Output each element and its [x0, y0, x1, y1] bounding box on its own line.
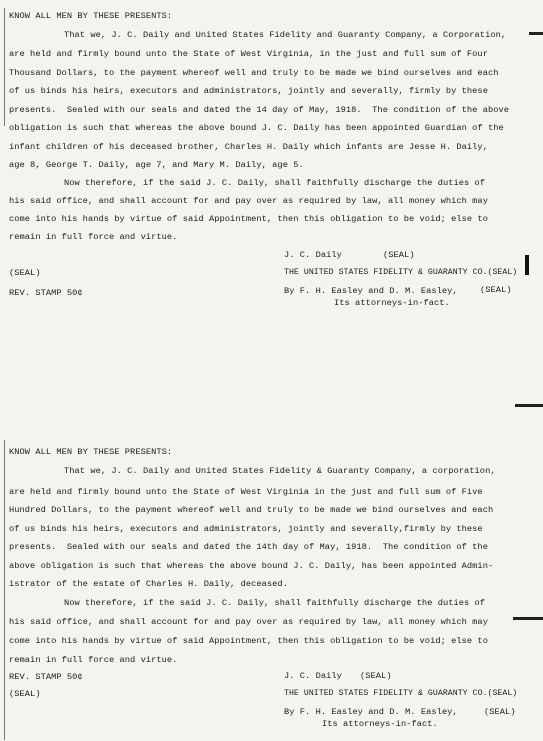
- bond-2-attorneys: By F. H. Easley and D. M. Easley,: [284, 707, 458, 717]
- bond-2-heading: KNOW ALL MEN BY THESE PRESENTS:: [9, 447, 173, 457]
- bond-1-line-3: Thousand Dollars, to the payment whereof well and truly to be made we bind ourselves and each: [9, 68, 499, 78]
- bond-1-line-12: remain in full force and virtue.: [9, 232, 178, 242]
- bond-1-heading: KNOW ALL MEN BY THESE PRESENTS:: [9, 11, 173, 21]
- margin-rule-top: [4, 8, 5, 126]
- bond-2-line-11: remain in full force and virtue.: [9, 655, 178, 665]
- bond-1-principal-signature: J. C. Daily: [284, 250, 342, 260]
- margin-rule-bottom: [4, 440, 5, 740]
- bond-2-left-seal: (SEAL): [9, 689, 41, 699]
- bond-2-principal-signature: J. C. Daily: [284, 671, 342, 681]
- bond-2-principal-seal: (SEAL): [360, 671, 392, 681]
- bond-2-line-9: his said office, and shall account for and pay over as required by law, all money which may: [9, 617, 488, 627]
- bond-2-line-2: are held and firmly bound unto the State of West Virginia in the just and full sum of Five: [9, 487, 483, 497]
- bond-2-attorneys-seal: (SEAL): [484, 707, 516, 717]
- bond-2-attorneys-role: Its attorneys-in-fact.: [322, 719, 438, 729]
- bond-1-attorneys: By F. H. Easley and D. M. Easley,: [284, 286, 458, 296]
- bond-2-line-3: Hundred Dollars, to the payment whereof well and truly to be made we bind ourselves and each: [9, 505, 494, 515]
- bond-2-line-7: istrator of the estate of Charles H. Daily, deceased.: [9, 579, 288, 589]
- edge-mark-1: [529, 32, 543, 35]
- bond-1-left-seal: (SEAL): [9, 268, 41, 278]
- bond-2-line-8: Now therefore, if the said J. C. Daily, shall faithfully discharge the duties of: [64, 598, 486, 608]
- bond-1-attorneys-role: Its attorneys-in-fact.: [334, 298, 450, 308]
- bond-1-surety-name: THE UNITED STATES FIDELITY & GUARANTY CO.(SEAL): [284, 268, 518, 277]
- edge-mark-bar: [525, 255, 529, 275]
- bond-1-line-11: come into his hands by virtue of said Appointment, then this obligation to be void; else to: [9, 214, 488, 224]
- bond-1-line-10: his said office, and shall account for and pay over as required by law, all money which may: [9, 196, 488, 206]
- bond-1-line-2: are held and firmly bound unto the State of West Virginia, in the just and full sum of Four: [9, 49, 488, 59]
- bond-2-line-4: of us binds his heirs, executors and administrators, jointly and severally,firmly by these: [9, 524, 483, 534]
- bond-1-line-7: infant children of his deceased brother, Charles H. Daily which infants are Jesse H. Daily,: [9, 142, 488, 152]
- bond-1-line-1: That we, J. C. Daily and United States Fidelity and Guaranty Company, a Corporation,: [64, 30, 507, 40]
- bond-1-principal-seal: (SEAL): [383, 250, 415, 260]
- bond-1-line-8: age 8, George T. Daily, age 7, and Mary M. Daily, age 5.: [9, 160, 304, 170]
- bond-2-line-5: presents. Sealed with our seals and dated the 14th day of May, 1918. The condition of the: [9, 542, 488, 552]
- bond-2-line-1: That we, J. C. Daily and United States Fidelity & Guaranty Company, a corporation,: [64, 466, 496, 476]
- bond-2-rev-stamp: REV. STAMP 50¢: [9, 672, 83, 682]
- edge-mark-2: [515, 404, 543, 407]
- bond-1-line-4: of us binds his heirs, executors and administrators, jointly and severally, firmly by these: [9, 86, 488, 96]
- bond-1-line-9: Now therefore, if the said J. C. Daily, shall faithfully discharge the duties of: [64, 178, 486, 188]
- bond-1-line-6: obligation is such that whereas the above bound J. C. Daily has been appointed Guardian of the: [9, 123, 504, 133]
- bond-1-attorneys-seal: (SEAL): [480, 285, 512, 295]
- bond-2-surety-name: THE UNITED STATES FIDELITY & GUARANTY CO.(SEAL): [284, 689, 518, 698]
- bond-2-line-10: come into his hands by virtue of said Appointment, then this obligation to be void; else to: [9, 636, 488, 646]
- bond-2-line-6: above obligation is such that whereas the above bound J. C. Daily, has been appointed Admin-: [9, 561, 494, 571]
- bond-1-line-5: presents. Sealed with our seals and dated the 14 day of May, 1918. The condition of the above: [9, 105, 510, 115]
- bond-1-rev-stamp: REV. STAMP 50¢: [9, 288, 83, 298]
- edge-mark-3: [513, 617, 543, 620]
